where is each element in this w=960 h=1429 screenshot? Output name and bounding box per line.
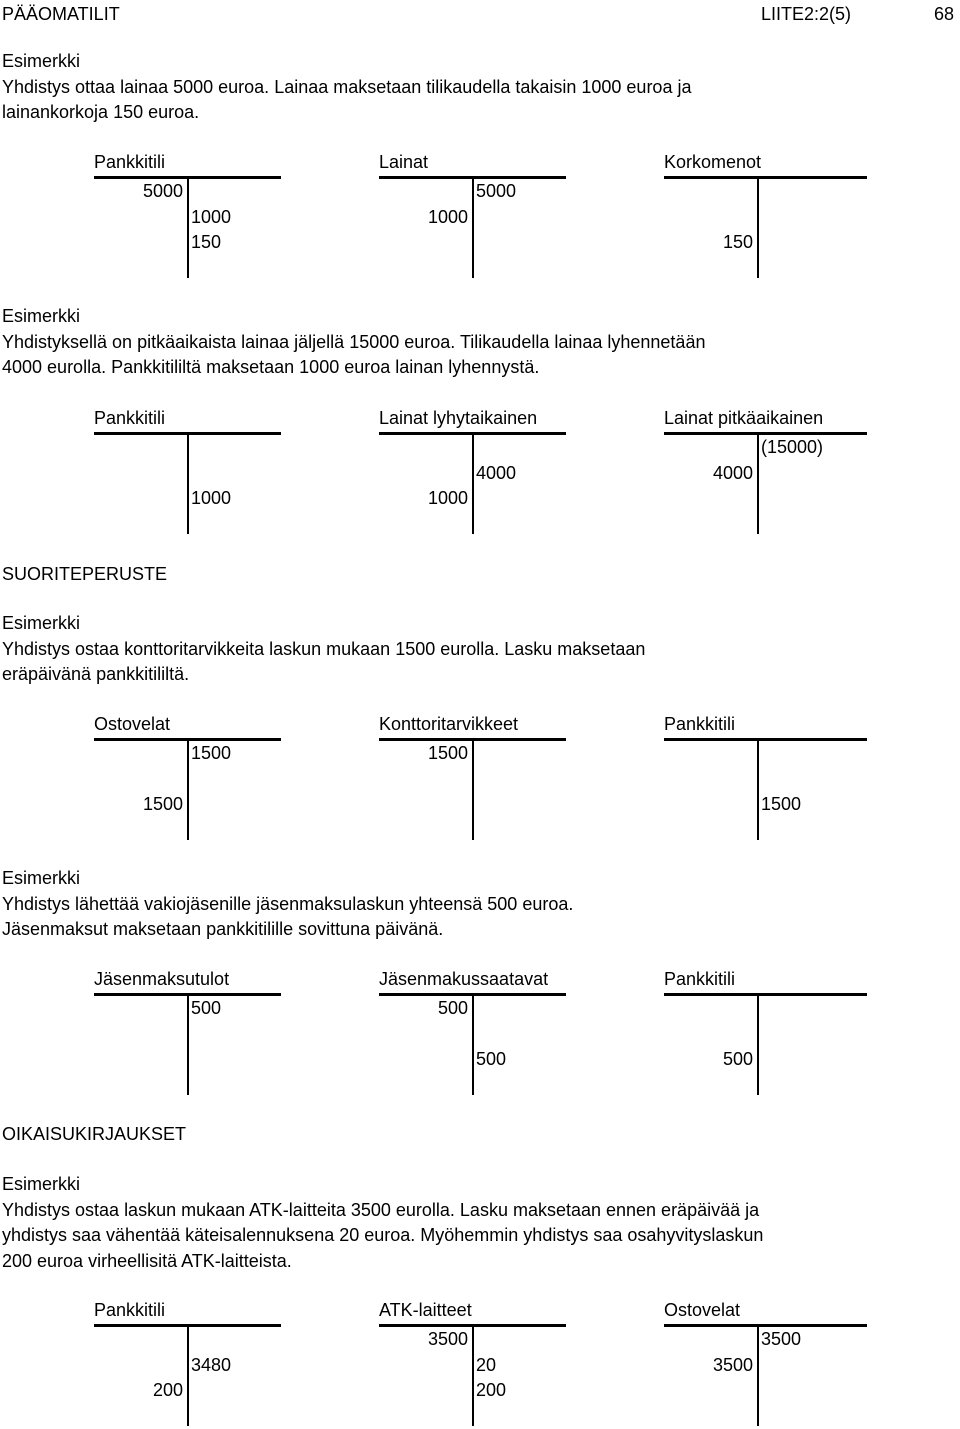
t-account-center-rule bbox=[757, 178, 759, 278]
page-number: 68 bbox=[934, 4, 955, 24]
t-account-title: Pankkitili bbox=[94, 1300, 166, 1320]
t-account-title: Pankkitili bbox=[94, 408, 166, 428]
example-1 bbox=[2, 49, 902, 126]
credit-entry: 3480 bbox=[191, 1354, 232, 1375]
example-text-line: yhdistys saa vähentää käteisalennuksena 20 euroa. Myöhemmin yhdistys saa osahyvityslaskun bbox=[2, 1225, 764, 1245]
example-label: Esimerkki bbox=[2, 51, 81, 71]
credit-entry: 1000 bbox=[191, 206, 232, 227]
credit-entry: 20 bbox=[476, 1354, 497, 1375]
debit-entry: 150 bbox=[722, 232, 753, 252]
section-heading-suoriteperuste: SUORITEPERUSTE bbox=[2, 564, 168, 584]
example-text-line: eräpäivänä pankkitililtä. bbox=[2, 664, 190, 684]
t-account-title: Jäsenmakussaatavat bbox=[379, 969, 549, 989]
debit-entry: 1500 bbox=[142, 794, 183, 814]
credit-entry: 1000 bbox=[191, 488, 232, 508]
example-4 bbox=[2, 866, 902, 943]
example-text-line: 4000 eurolla. Pankkitililtä maksetaan 1000 euroa lainan lyhennystä. bbox=[2, 357, 540, 377]
t-account-center-rule bbox=[757, 740, 759, 840]
example-text-line: lainankorkoja 150 euroa. bbox=[2, 102, 200, 122]
t-account-title: ATK-laitteet bbox=[379, 1300, 472, 1320]
credit-entry: 200 bbox=[476, 1380, 507, 1400]
t-account-top-rule bbox=[664, 176, 867, 179]
example-text-line: Yhdistyksellä on pitkäaikaista lainaa jäljellä 15000 euroa. Tilikaudella lainaa lyhennetään bbox=[2, 331, 706, 352]
example-label: Esimerkki bbox=[2, 868, 81, 888]
t-account-title: Korkomenot bbox=[664, 152, 762, 172]
t-account-center-rule bbox=[187, 740, 189, 840]
section-heading-oikaisukirjaukset: OIKAISUKIRJAUKSET bbox=[2, 1124, 187, 1144]
example-text-line: Yhdistys ottaa lainaa 5000 euroa. Lainaa maksetaan tilikaudella takaisin 1000 euroa ja bbox=[2, 76, 692, 97]
example-text-line: Yhdistys ostaa laskun mukaan ATK-laitteita 3500 eurolla. Lasku maksetaan ennen eräpäivää ja bbox=[2, 1199, 760, 1220]
debit-entry: 1000 bbox=[427, 206, 468, 227]
t-account-title: Pankkitili bbox=[664, 714, 736, 734]
header-title: PÄÄOMATILIT bbox=[2, 4, 120, 24]
credit-entry: 5000 bbox=[476, 181, 517, 201]
t-account-title: Konttoritarvikkeet bbox=[379, 714, 519, 734]
credit-entry: 4000 bbox=[476, 462, 517, 483]
example-3 bbox=[2, 611, 902, 688]
example-text-line: 200 euroa virheellisitä ATK-laitteista. bbox=[2, 1250, 292, 1271]
t-account-center-rule bbox=[187, 995, 189, 1095]
t-account-title: Ostovelat bbox=[664, 1300, 741, 1320]
example-text-line: Jäsenmaksut maksetaan pankkitilille sovittuna päivänä. bbox=[2, 919, 444, 939]
example-5 bbox=[2, 1172, 902, 1274]
t-account-center-rule bbox=[472, 1326, 474, 1426]
t-account-title: Lainat lyhytaikainen bbox=[379, 408, 538, 428]
debit-entry: 3500 bbox=[427, 1329, 468, 1349]
t-account-title: Pankkitili bbox=[94, 152, 166, 172]
t-account-title: Pankkitili bbox=[664, 969, 736, 989]
t-account-center-rule bbox=[187, 178, 189, 278]
debit-entry: 500 bbox=[722, 1049, 753, 1069]
t-account-center-rule bbox=[472, 740, 474, 840]
t-account-center-rule bbox=[757, 434, 759, 534]
debit-entry: 1000 bbox=[427, 488, 468, 508]
credit-entry: (15000) bbox=[761, 437, 824, 457]
t-account-top-rule bbox=[664, 993, 867, 996]
example-2 bbox=[2, 304, 902, 381]
credit-entry: 500 bbox=[476, 1049, 507, 1069]
t-account-center-rule bbox=[472, 995, 474, 1095]
t-account-center-rule bbox=[757, 1326, 759, 1426]
t-account-center-rule bbox=[757, 995, 759, 1095]
t-account-center-rule bbox=[472, 434, 474, 534]
t-account-title: Jäsenmaksutulot bbox=[94, 969, 230, 989]
t-account-top-rule bbox=[664, 738, 867, 741]
debit-entry: 5000 bbox=[142, 181, 183, 201]
t-account-top-rule bbox=[664, 432, 867, 435]
t-account-center-rule bbox=[187, 1326, 189, 1426]
header-appendix-code: LIITE2:2(5) bbox=[761, 4, 852, 24]
debit-entry: 3500 bbox=[712, 1354, 753, 1375]
debit-entry: 500 bbox=[437, 998, 468, 1018]
t-account-title: Lainat pitkäaikainen bbox=[664, 408, 824, 428]
t-account-center-rule bbox=[472, 178, 474, 278]
example-text-line: Yhdistys ostaa konttoritarvikkeita laskun mukaan 1500 eurolla. Lasku maksetaan bbox=[2, 638, 646, 659]
credit-entry: 150 bbox=[191, 232, 222, 252]
credit-entry: 500 bbox=[191, 998, 222, 1018]
debit-entry: 4000 bbox=[712, 462, 753, 483]
t-account-top-rule bbox=[664, 1324, 867, 1327]
t-account-title: Ostovelat bbox=[94, 714, 171, 734]
t-account-center-rule bbox=[187, 434, 189, 534]
credit-entry: 1500 bbox=[191, 743, 232, 763]
t-account-title: Lainat bbox=[379, 152, 429, 172]
example-label: Esimerkki bbox=[2, 306, 81, 326]
example-label: Esimerkki bbox=[2, 1174, 81, 1194]
debit-entry: 200 bbox=[152, 1380, 183, 1400]
credit-entry: 3500 bbox=[761, 1329, 802, 1349]
example-text-line: Yhdistys lähettää vakiojäsenille jäsenmaksulaskun yhteensä 500 euroa. bbox=[2, 893, 574, 914]
debit-entry: 1500 bbox=[427, 743, 468, 763]
example-label: Esimerkki bbox=[2, 613, 81, 633]
credit-entry: 1500 bbox=[761, 794, 802, 814]
